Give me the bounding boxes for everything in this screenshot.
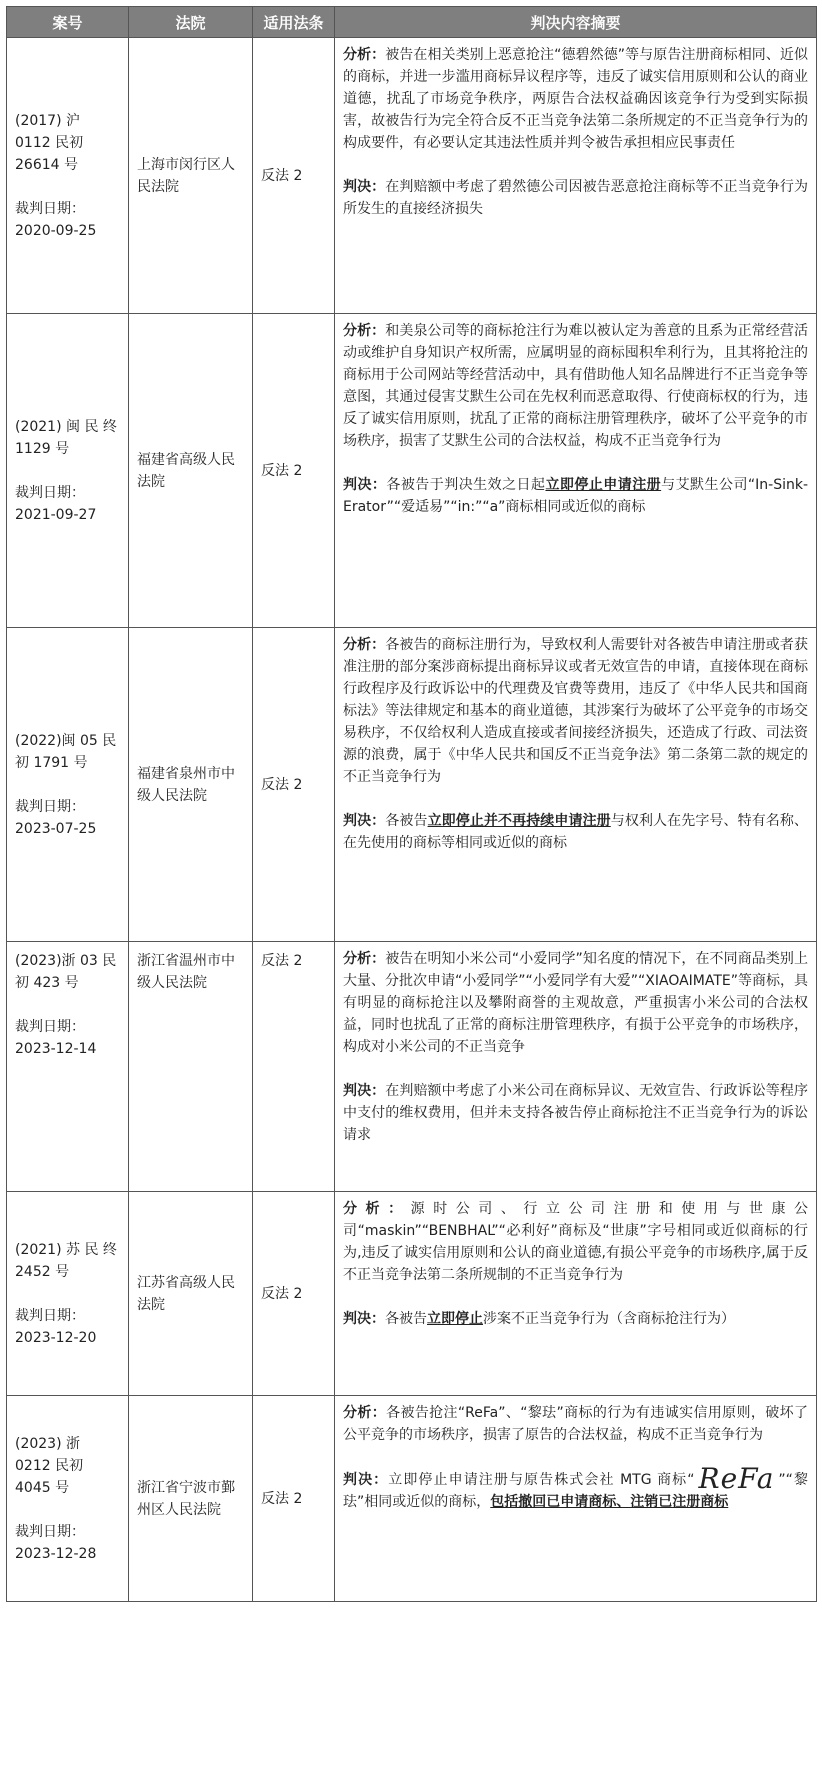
judgment-paragraph <box>343 810 808 854</box>
judgment-emphasis: 立即停止申请注册 <box>545 477 662 493</box>
court-cell: 上海市闵行区人民法院 <box>129 38 253 314</box>
judgment-text: 在判赔额中考虑了碧然德公司因被告恶意抢注商标等不正当竞争行为所发生的直接经济损失 <box>343 179 808 217</box>
judgment-text: 各被告于判决生效之日起 <box>386 477 546 493</box>
table-row <box>7 1192 817 1396</box>
judgment-label: 判决： <box>343 179 386 195</box>
analysis-label: 分析： <box>343 1405 387 1421</box>
date-label: 裁判日期： <box>15 200 85 217</box>
table-row <box>7 942 817 1192</box>
judgment-paragraph <box>343 474 808 518</box>
judgment-label: 判决： <box>343 477 387 493</box>
date-label: 裁判日期： <box>15 1523 85 1540</box>
analysis-text: 各被告抢注“ReFa”、“黎珐”商标的行为有违诚实信用原则，破坏了公平竞争的市场秩序，损害了原告的合法权益，构成不正当竞争行为 <box>343 1405 808 1443</box>
analysis-paragraph <box>343 634 808 788</box>
analysis-label: 分析： <box>343 1201 411 1217</box>
judgment-label: 判决： <box>343 1083 386 1099</box>
date-label: 裁判日期： <box>15 1019 85 1035</box>
summary-cell <box>335 628 817 942</box>
table-row <box>7 1396 817 1602</box>
judgment-paragraph <box>343 1462 808 1513</box>
analysis-text: 各被告的商标注册行为，导致权利人需要针对各被告申请注册或者获准注册的部分案涉商标提出商标异议或者无效宣告的申请，直接体现在商标行政程序及行政诉讼中的代理费及官费等费用，违反了《中华人民共和国商标法》等法律规定和基本的商业道德，其涉案行为破坏了公平竞争的市场交易秩序，不仅给权利人造成直接或者间接经济损失，还造成了行政、司法资源的浪费，属于《中华人民共和国反不正当竞争法》第二条第二款的规定的不正当竞争行为 <box>343 637 808 785</box>
judgment-date: 2023-12-28 <box>15 1545 97 1562</box>
summary-cell <box>335 1396 817 1602</box>
header-row <box>7 7 817 38</box>
judgment-emphasis: 包括撤回已申请商标、注销已注册商标 <box>490 1494 729 1510</box>
analysis-label: 分析： <box>343 951 386 967</box>
date-label: 裁判日期： <box>15 798 85 815</box>
judgment-label: 判决： <box>343 813 386 829</box>
judgment-text: 在判赔额中考虑了小米公司在商标异议、无效宣告、行政诉讼等程序中支付的维权费用，但并未支持各被告停止商标抢注不正当竞争行为的诉讼请求 <box>343 1083 808 1143</box>
header-court: 法院 <box>129 7 253 38</box>
date-label: 裁判日期： <box>15 1307 85 1324</box>
judgment-date: 2023-12-20 <box>15 1329 97 1346</box>
analysis-label: 分析： <box>343 47 386 63</box>
analysis-text: 源时公司、行立公司注册和使用与世康公司“maskin”“BENBHAL”“必利好”商标及“世康”字号相同或近似商标的行为,违反了诚实信用原则和公认的商业道德,有损公平竞争的市场秩序,属于反不正当竞争法第二条所规制的不正当竞争行为 <box>343 1201 809 1283</box>
law-cell: 反法 2 <box>253 314 335 628</box>
analysis-label: 分析： <box>343 323 386 339</box>
summary-cell <box>335 38 817 314</box>
case-number: (2021) 闽 民 终 1129 号 <box>15 418 117 457</box>
case-cell <box>7 628 129 942</box>
judgment-date: 2023-07-25 <box>15 820 97 837</box>
analysis-label: 分析： <box>343 637 386 653</box>
case-cell <box>7 1396 129 1602</box>
case-cell <box>7 38 129 314</box>
case-table <box>6 6 817 1602</box>
judgment-paragraph <box>343 1308 808 1330</box>
summary-cell <box>335 314 817 628</box>
analysis-paragraph <box>343 44 808 154</box>
case-cell <box>7 942 129 1192</box>
case-number: (2023)浙 03 民初 423 号 <box>15 953 117 991</box>
law-cell: 反法 2 <box>253 1396 335 1602</box>
table-row <box>7 314 817 628</box>
analysis-paragraph <box>343 1402 808 1446</box>
judgment-paragraph <box>343 1080 808 1146</box>
judgment-emphasis: 立即停止 <box>427 1311 483 1327</box>
court-cell: 福建省泉州市中级人民法院 <box>129 628 253 942</box>
law-cell: 反法 2 <box>253 1192 335 1396</box>
judgment-text-mid: ”“黎珐”相同或近似的商标， <box>343 1472 808 1510</box>
analysis-text: 和美泉公司等的商标抢注行为难以被认定为善意的且系为正常经营活动或维护自身知识产权所需，应属明显的商标囤积牟利行为，且其将抢注的商标用于公司网站等经营活动中，具有借助他人知名品牌进行不正当竞争等意图，其通过侵害艾默生公司在先权利而恶意取得、行使商标权的行为，违反了诚实信用原则，扰乱了正常的商标注册管理秩序，破坏了公平竞争的市场秩序，损害了艾默生公司的合法权益，构成不正当竞争行为 <box>343 323 808 449</box>
judgment-text: 各被告 <box>385 1311 427 1327</box>
summary-cell <box>335 1192 817 1396</box>
judgment-date: 2023-12-14 <box>15 1041 97 1057</box>
court-cell: 浙江省温州市中级人民法院 <box>129 942 253 1192</box>
law-cell: 反法 2 <box>253 628 335 942</box>
case-cell <box>7 1192 129 1396</box>
judgment-date: 2021-09-27 <box>15 506 97 523</box>
judgment-emphasis: 立即停止并不再持续申请注册 <box>427 813 611 829</box>
analysis-paragraph <box>343 1198 808 1286</box>
case-number: (2017) 沪 0112 民初 26614 号 <box>15 112 84 173</box>
table-row <box>7 628 817 942</box>
judgment-paragraph <box>343 176 808 220</box>
analysis-text: 被告在相关类别上恶意抢注“德碧然德”等与原告注册商标相同、近似的商标，并进一步滥用商标异议程序等，违反了诚实信用原则和公认的商业道德，扰乱了市场竞争秩序，两原告合法权益确因该竞争行为受到实际损害，故被告行为完全符合反不正当竞争法第二条所规定的不正当竞争行为的构成要件，有必要认定其违法性质并判令被告承担相应民事责任 <box>343 47 808 151</box>
judgment-date: 2020-09-25 <box>15 222 97 239</box>
case-table-container <box>6 6 816 1602</box>
judgment-text-tail: 涉案不正当竞争行为（含商标抢注行为） <box>483 1311 735 1327</box>
refa-logo: ReFa <box>698 1462 775 1495</box>
header-case-no: 案号 <box>7 7 129 38</box>
date-label: 裁判日期： <box>15 484 85 501</box>
law-cell: 反法 2 <box>253 942 335 1192</box>
case-number: (2022)闽 05 民初 1791 号 <box>15 732 117 771</box>
case-number: (2021) 苏 民 终 2452 号 <box>15 1241 117 1280</box>
table-row <box>7 38 817 314</box>
judgment-text: 各被告 <box>385 813 428 829</box>
court-cell: 江苏省高级人民法院 <box>129 1192 253 1396</box>
analysis-paragraph <box>343 320 808 452</box>
summary-cell <box>335 942 817 1192</box>
judgment-label: 判决： <box>343 1311 385 1327</box>
header-summary: 判决内容摘要 <box>335 7 817 38</box>
law-cell: 反法 2 <box>253 38 335 314</box>
judgment-text-tail: 与权利人在先字号、特有名称、在先使用的商标等相同或近似的商标 <box>343 813 808 851</box>
case-cell <box>7 314 129 628</box>
analysis-paragraph <box>343 948 808 1058</box>
judgment-text-tail: 与艾默生公司“In-Sink-Erator”“爱适易”“in:”“a”商标相同或近似的商标 <box>343 477 809 515</box>
header-law: 适用法条 <box>253 7 335 38</box>
court-cell: 浙江省宁波市鄞州区人民法院 <box>129 1396 253 1602</box>
court-cell: 福建省高级人民法院 <box>129 314 253 628</box>
judgment-label: 判决： <box>343 1472 389 1488</box>
analysis-text: 被告在明知小米公司“小爱同学”知名度的情况下，在不同商品类别上大量、分批次申请“小爱同学”“小爱同学有大爱”“XIAOAIMATE”等商标，具有明显的商标抢注以及攀附商誉的主观故意，严重损害小米公司的合法权益，同时也扰乱了正常的商标注册管理秩序，有损于公平竞争的市场秩序，构成对小米公司的不正当竞争 <box>343 951 809 1055</box>
judgment-text: 立即停止申请注册与原告株式会社 MTG 商标“ <box>388 1472 695 1488</box>
case-number: (2023) 浙 0212 民初 4045 号 <box>15 1435 84 1496</box>
